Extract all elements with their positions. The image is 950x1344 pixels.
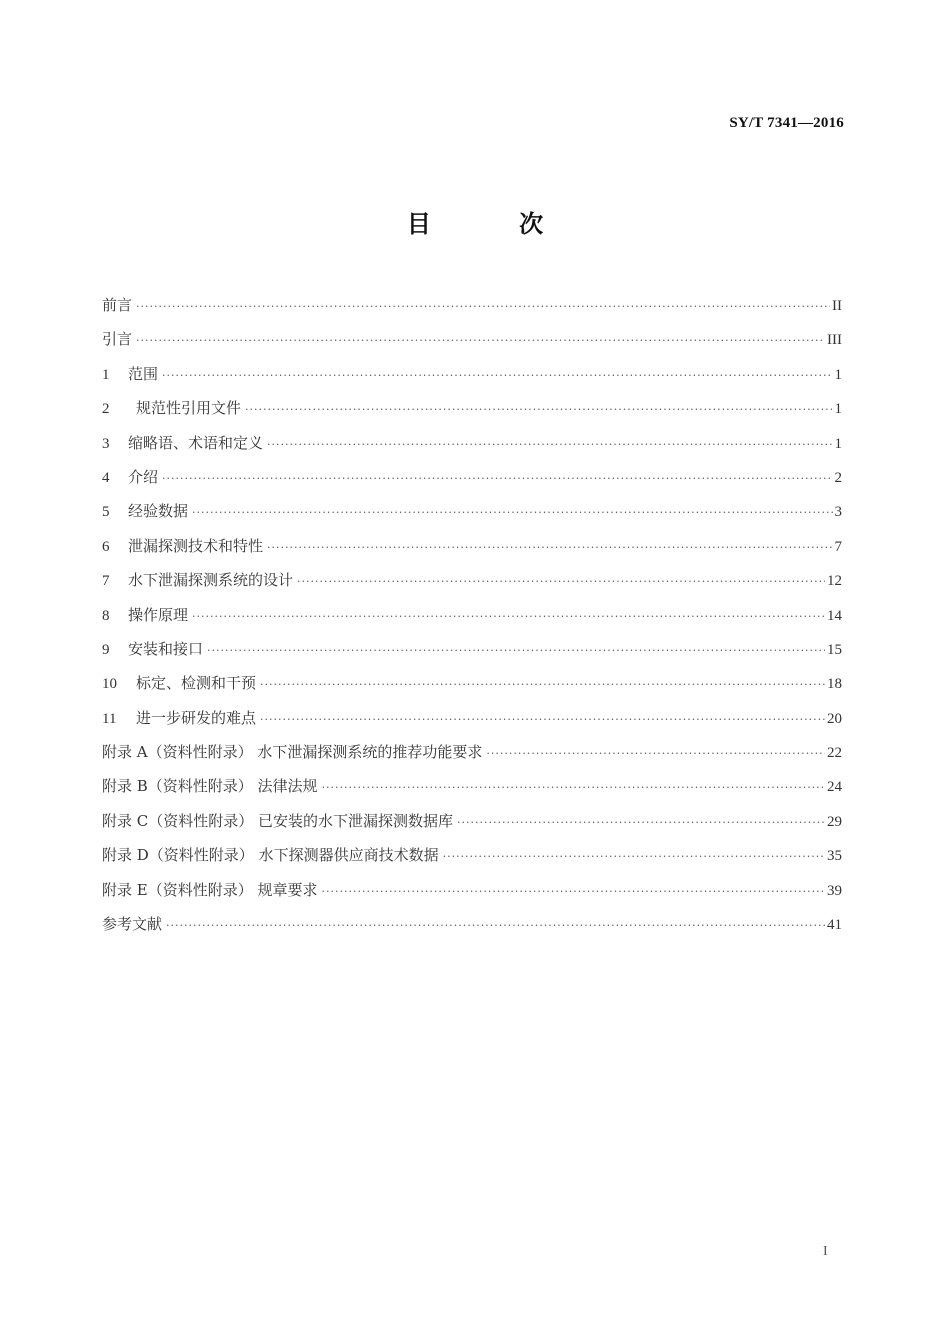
toc-leader-dots — [207, 644, 825, 657]
toc-entry-title: 附录 E（资料性附录） 规章要求 — [102, 880, 318, 899]
toc-entry-number: 2 — [102, 401, 110, 418]
toc-entry-title: 进一步研发的难点 — [136, 708, 257, 727]
toc-entry-number: 8 — [102, 607, 110, 624]
toc-leader-dots — [322, 885, 826, 898]
toc-leader-dots — [486, 747, 825, 760]
toc-entry-page: 1 — [834, 366, 842, 383]
page-title: 目 次 — [406, 210, 584, 238]
toc-entry-title: 附录 A（资料性附录） 水下泄漏探测系统的推荐功能要求 — [102, 743, 483, 762]
toc-entry-number: 6 — [102, 538, 110, 555]
toc-leader-dots — [297, 575, 825, 588]
toc-entry-page: 18 — [827, 676, 842, 693]
standard-code: SY/T 7341—2016 — [729, 115, 844, 131]
toc-entry-title: 水下泄漏探测系统的设计 — [128, 571, 294, 590]
toc-entry-title: 前言 — [102, 296, 133, 314]
toc-leader-dots — [136, 334, 825, 347]
toc-entry-page: 3 — [834, 504, 842, 521]
toc-entry-title: 操作原理 — [128, 605, 189, 624]
toc-entry-4[interactable] — [102, 466, 842, 500]
toc-entry-number: 9 — [102, 641, 110, 658]
toc-entry-title: 附录 C（资料性附录） 已安装的水下泄漏探测数据库 — [102, 811, 454, 830]
toc-leader-dots — [260, 713, 825, 726]
toc-entry-title: 标定、检测和干预 — [136, 674, 257, 693]
toc-entry-foreword[interactable] — [102, 294, 842, 328]
toc-entry-number: 5 — [102, 504, 110, 521]
toc-entry-10[interactable] — [102, 672, 842, 706]
toc-entry-page: 41 — [827, 917, 842, 934]
toc-entry-11[interactable] — [102, 707, 842, 741]
toc-entry-7[interactable] — [102, 569, 842, 603]
toc-entry-page: 2 — [834, 469, 842, 486]
toc-entry-number: 11 — [102, 710, 117, 727]
toc-entry-2[interactable] — [102, 397, 842, 431]
toc-entry-page: 29 — [827, 813, 842, 830]
toc-entry-title: 介绍 — [128, 467, 159, 486]
toc-entry-5[interactable] — [102, 500, 842, 534]
toc-entry-title: 经验数据 — [128, 502, 189, 521]
toc-entry-title: 附录 D（资料性附录） 水下探测器供应商技术数据 — [102, 846, 439, 865]
toc-entry-appendix-a[interactable] — [102, 741, 842, 775]
toc-leader-dots — [162, 369, 832, 382]
page-number: I — [823, 1244, 828, 1259]
toc-entry-page: 22 — [827, 745, 842, 762]
toc-leader-dots — [322, 781, 825, 794]
toc-entry-title: 范围 — [128, 364, 159, 383]
toc-entry-title: 缩略语、术语和定义 — [128, 433, 264, 452]
toc-entry-title: 参考文献 — [102, 915, 163, 934]
toc-entry-title: 安装和接口 — [128, 639, 204, 658]
toc-entry-page: 1 — [834, 435, 842, 452]
toc-entry-title: 附录 B（资料性附录） 法律法规 — [102, 777, 318, 796]
toc-entry-page: 12 — [827, 573, 842, 590]
toc-leader-dots — [136, 300, 830, 313]
toc-entry-page: 35 — [827, 848, 842, 865]
toc-leader-dots — [192, 610, 825, 623]
toc-entry-6[interactable] — [102, 535, 842, 569]
toc-entry-1[interactable] — [102, 363, 842, 397]
toc-entry-page: 39 — [827, 882, 842, 899]
toc-entry-3[interactable] — [102, 432, 842, 466]
toc-entry-number: 4 — [102, 469, 110, 486]
toc-entry-number: 1 — [102, 366, 110, 383]
toc-entry-page: 14 — [827, 607, 842, 624]
toc-entry-title: 泄漏探测技术和特性 — [128, 536, 264, 555]
toc-entry-title: 规范性引用文件 — [136, 399, 242, 418]
toc-entry-page: 7 — [834, 538, 842, 555]
toc-leader-dots — [457, 816, 825, 829]
toc-entry-number: 3 — [102, 435, 110, 452]
toc-entry-appendix-b[interactable] — [102, 775, 842, 809]
toc-leader-dots — [443, 850, 825, 863]
toc-entry-page: III — [827, 332, 842, 349]
toc-leader-dots — [267, 541, 832, 554]
toc-entry-number: 10 — [102, 676, 117, 693]
toc-leader-dots — [245, 403, 832, 416]
toc-leader-dots — [162, 472, 832, 485]
toc-leader-dots — [267, 438, 832, 451]
toc-leader-dots — [166, 919, 825, 932]
toc-entry-page: II — [832, 298, 842, 314]
toc-entry-appendix-e[interactable] — [102, 879, 842, 913]
table-of-contents — [102, 294, 842, 947]
toc-entry-references[interactable] — [102, 913, 842, 947]
toc-entry-appendix-d[interactable] — [102, 844, 842, 878]
toc-entry-8[interactable] — [102, 604, 842, 638]
toc-entry-number: 7 — [102, 573, 110, 590]
toc-entry-page: 1 — [834, 401, 842, 418]
toc-entry-9[interactable] — [102, 638, 842, 672]
toc-entry-page: 20 — [827, 710, 842, 727]
toc-leader-dots — [260, 678, 825, 691]
toc-entry-page: 24 — [827, 779, 842, 796]
toc-entry-page: 15 — [827, 641, 842, 658]
toc-entry-appendix-c[interactable] — [102, 810, 842, 844]
toc-leader-dots — [192, 506, 832, 519]
toc-entry-introduction[interactable] — [102, 328, 842, 362]
toc-entry-title: 引言 — [102, 330, 133, 349]
